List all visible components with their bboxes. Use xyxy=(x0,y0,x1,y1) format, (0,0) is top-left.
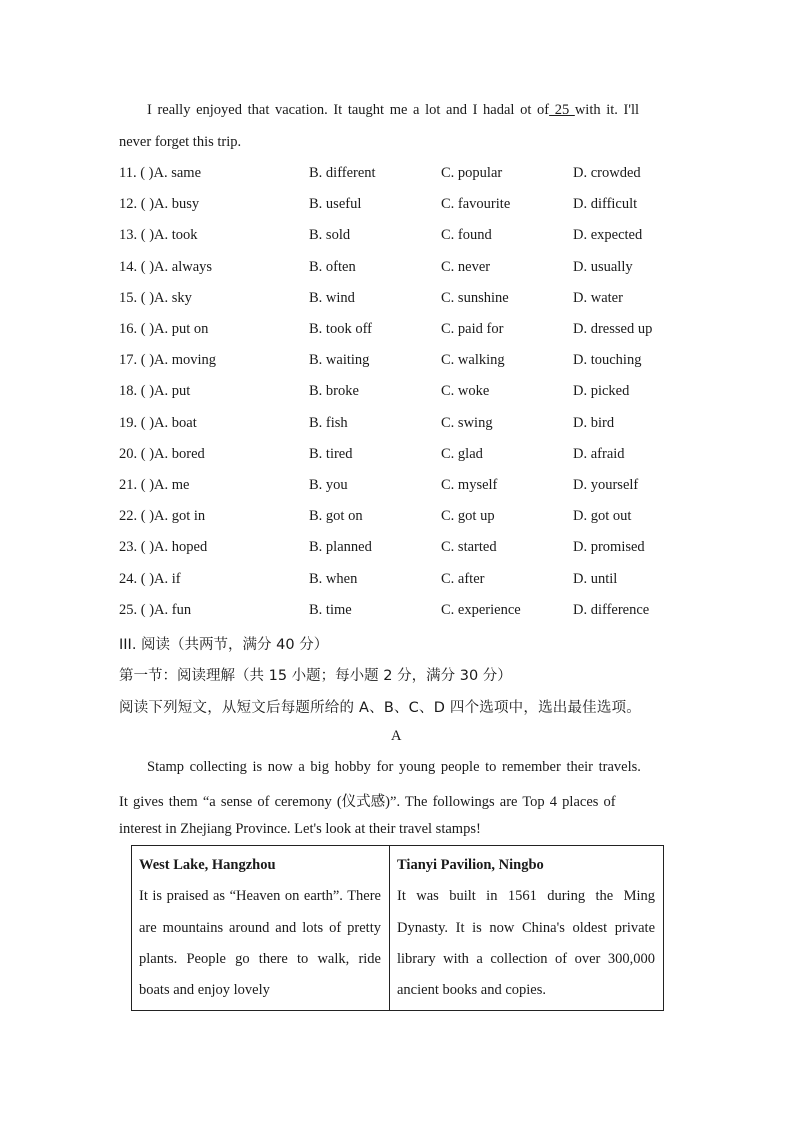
option-d: D. usually xyxy=(573,258,633,275)
option-b: B. waiting xyxy=(309,352,370,369)
option-d: D. difference xyxy=(573,601,650,618)
option-c: C. myself xyxy=(441,477,498,493)
question-number-option-a: 21. ( )A. me xyxy=(119,477,190,493)
option-b: B. broke xyxy=(309,383,359,400)
option-c: C. never xyxy=(441,258,491,275)
option-d: D. got out xyxy=(573,508,632,525)
question-row xyxy=(119,227,699,247)
option-d: D. water xyxy=(573,289,623,306)
question-row xyxy=(119,477,699,497)
option-d: D. expected xyxy=(573,227,643,244)
option-b: B. often xyxy=(309,258,356,275)
option-b: B. planned xyxy=(309,539,372,556)
option-c: C. swing xyxy=(441,414,493,431)
question-number-option-a: 13. ( )A. took xyxy=(119,227,198,244)
option-b: B. sold xyxy=(309,227,351,244)
question-row xyxy=(119,571,699,591)
question-number-option-a: 17. ( )A. moving xyxy=(119,352,217,369)
question-number-option-a: 18. ( )A. put xyxy=(119,383,191,400)
passage-a-line2: It gives them “a sense of ceremony (仪式感)”. The followings are Top 4 places of xyxy=(119,794,616,810)
option-b: B. took off xyxy=(309,321,372,337)
tianyi-pavilion-cell xyxy=(390,846,664,1011)
section-1-heading: 第一节：阅读理解（共 15 小题；每小题 2 分，满分 30 分） xyxy=(119,668,512,684)
question-row xyxy=(119,290,699,310)
option-b: B. got on xyxy=(309,508,363,525)
question-number-option-a: 22. ( )A. got in xyxy=(119,508,206,525)
question-number-option-a: 15. ( )A. sky xyxy=(119,289,192,306)
question-number-option-a: 11. ( )A. same xyxy=(119,165,202,181)
option-d: D. bird xyxy=(573,414,615,431)
option-d: D. until xyxy=(573,570,618,587)
question-number-option-a: 25. ( )A. fun xyxy=(119,601,192,618)
option-b: B. wind xyxy=(309,289,355,306)
section-iii-heading: III. 阅读（共两节，满分 40 分） xyxy=(119,637,329,653)
question-row xyxy=(119,352,699,372)
question-number-option-a: 14. ( )A. always xyxy=(119,258,213,275)
option-c: C. sunshine xyxy=(441,289,509,306)
question-number-option-a: 12. ( )A. busy xyxy=(119,196,200,213)
option-d: D. afraid xyxy=(573,445,625,462)
option-c: C. experience xyxy=(441,601,521,618)
question-row xyxy=(119,259,699,279)
option-b: B. tired xyxy=(309,445,353,462)
option-c: C. paid for xyxy=(441,321,504,337)
option-b: B. you xyxy=(309,477,348,493)
question-number-option-a: 24. ( )A. if xyxy=(119,570,181,587)
option-c: C. favourite xyxy=(441,196,511,213)
question-row xyxy=(119,602,699,622)
option-c: C. after xyxy=(441,570,485,587)
option-d: D. dressed up xyxy=(573,321,653,337)
option-c: C. popular xyxy=(441,165,503,181)
west-lake-title: West Lake, Hangzhou xyxy=(139,857,276,873)
option-d: D. promised xyxy=(573,539,645,556)
option-b: B. different xyxy=(309,165,376,181)
option-d: D. yourself xyxy=(573,477,639,493)
question-number-option-a: 19. ( )A. boat xyxy=(119,414,197,431)
question-number-option-a: 16. ( )A. put on xyxy=(119,321,209,337)
west-lake-cell xyxy=(132,846,390,1011)
option-c: C. got up xyxy=(441,508,495,525)
option-d: D. difficult xyxy=(573,196,638,213)
question-row xyxy=(119,383,699,403)
question-row xyxy=(119,508,699,528)
question-row xyxy=(119,446,699,466)
question-row xyxy=(119,196,699,216)
option-d: D. picked xyxy=(573,383,630,400)
option-c: C. woke xyxy=(441,383,490,400)
tianyi-pavilion-title: Tianyi Pavilion, Ningbo xyxy=(397,857,544,873)
option-d: D. touching xyxy=(573,352,642,369)
question-number-option-a: 23. ( )A. hoped xyxy=(119,539,208,556)
option-b: B. fish xyxy=(309,414,348,431)
question-row xyxy=(119,321,699,341)
west-lake-text: It is praised as “Heaven on earth”. There are mountains around and lots of pretty plants. People go there to walk, ride boats and enjoy lovely xyxy=(139,888,381,999)
tianyi-pavilion-text: It was built in 1561 during the Ming Dynasty. It is now China's oldest private library with a collection of over 300,000 ancient books and copies. xyxy=(397,888,655,999)
option-b: B. useful xyxy=(309,196,362,213)
option-c: C. walking xyxy=(441,352,505,369)
option-c: C. glad xyxy=(441,445,483,462)
option-b: B. when xyxy=(309,570,358,587)
question-row xyxy=(119,539,699,559)
question-row xyxy=(119,165,699,185)
question-row xyxy=(119,415,699,435)
option-b: B. time xyxy=(309,601,352,618)
option-c: C. started xyxy=(441,539,497,556)
reading-instruction: 阅读下列短文，从短文后每题所给的 A、B、C、D 四个选项中，选出最佳选项。 xyxy=(119,700,641,716)
passage-a-line3: interest in Zhejiang Province. Let's look at their travel stamps! xyxy=(119,821,481,837)
passage-a-label: A xyxy=(391,728,402,744)
option-d: D. crowded xyxy=(573,165,641,181)
travel-stamps-table xyxy=(131,845,664,1011)
passage-end-line1: I really enjoyed that vacation. It taught me a lot and I hadal ot of 25 with it. I'll xyxy=(147,102,640,118)
option-c: C. found xyxy=(441,227,492,244)
passage-end-line2: never forget this trip. xyxy=(119,134,242,150)
passage-a-line1: Stamp collecting is now a big hobby for young people to remember their travels. xyxy=(147,759,641,775)
question-number-option-a: 20. ( )A. bored xyxy=(119,445,205,462)
answer-blank-25: 25 xyxy=(549,102,575,118)
